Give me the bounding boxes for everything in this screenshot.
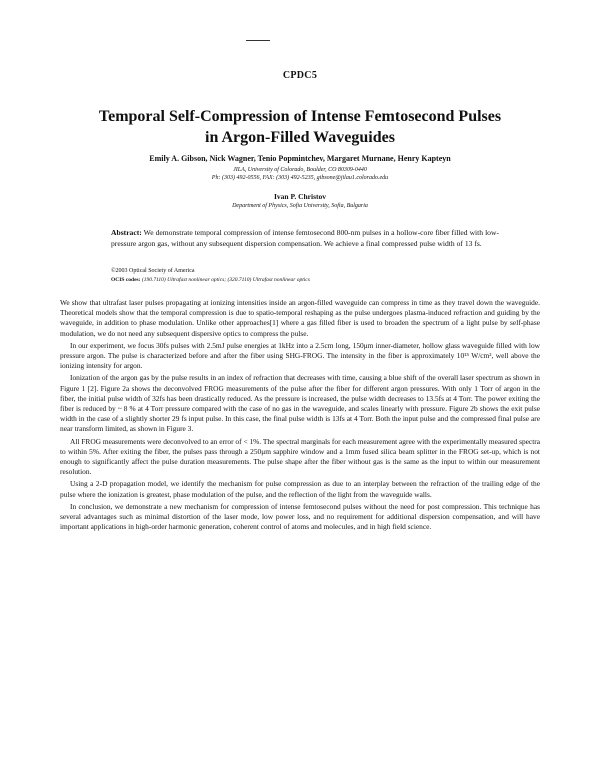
header-rule bbox=[246, 40, 270, 41]
author-second: Ivan P. Christov bbox=[273, 192, 327, 201]
author-list: Emily A. Gibson, Nick Wagner, Tenio Popmintchev, Margaret Murnane, Henry Kapteyn bbox=[149, 154, 451, 163]
paragraph: In conclusion, we demonstrate a new mechanism for compression of intense femtosecond pulses without the need for post compression. This technique has several advantages such as minimal distortion of the laser mode, low power loss, and no requirement for additional dispersion compensation, and will have important applications in high-order harmonic generation, coherent control of atoms and molecules, and in high field science. bbox=[60, 501, 540, 532]
affiliation-1-contact: Ph: (303) 492-0556, FAX: (303) 492-5235, gibsone@jilau1.colorado.edu bbox=[211, 175, 389, 181]
paper-code: CPDC5 bbox=[282, 70, 318, 81]
copyright: ©2003 Optical Society of America bbox=[111, 268, 195, 274]
ocis-label: OCIS codes: bbox=[111, 277, 141, 283]
title-line-2: in Argon-Filled Waveguides bbox=[205, 129, 395, 146]
paragraph: We show that ultrafast laser pulses propagating at ionizing intensities inside an argon-filled waveguide can compress in time as they travel down the waveguide. Theoretical models show that the temporal compression is due to spatio-temporal reshaping as the pulse undergoes plasma-induced refraction and guiding by the waveguide, in addition to phase modulation. Unlike other approaches[1] where a gas filled fiber is used to broaden the spectrum of a light pulse by self-phase modulation, we do not need any subsequent dispersive optics to compress the pulse. bbox=[60, 298, 540, 338]
ocis-text: (190.7110) Ultrafast nonlinear optics; (320.7110) Ultrafast nonlinear optics bbox=[141, 277, 310, 283]
paragraph: Ionization of the argon gas by the pulse results in an index of refraction that decreases with time, causing a blue shift of the overall laser spectrum as shown in Figure 1 [2]. Figure 2a shows the deconvolved FROG measurements of the pulse after the fiber for different argon pressures. With only 1 Torr of argon in the fiber, the initial pulse width of 32fs has been drastically reduced. As the pressure is increased, the pulse width decreases to 13.5fs at 4 Torr. The power exiting the fiber is reduced by ~ 8 % at 4 Torr pressure compared with the case of no gas in the waveguide, and scales linearly with pressure. Figure 2b shows the exit pulse width in the case of a slightly shorter 29 fs input pulse. In this case, the final pulse width is 13fs at 4 Torr. Both the input pulse and the compressed final pulse are near transform limited, as shown in Figure 3. bbox=[60, 373, 540, 434]
paragraph: Using a 2-D propagation model, we identify the mechanism for pulse compression as due to an interplay between the refraction of the trailing edge of the pulse where the ionization is greatest, phase modulation of the pulse, and the reflection of the light from the waveguide walls. bbox=[60, 479, 540, 499]
paragraph: In our experiment, we focus 30fs pulses with 2.5mJ pulse energies at 1kHz into a 2.5cm long, 150μm inner-diameter, hollow glass waveguide filled with low pressure argon. The pulse is characterized before and after the fiber using SHG-FROG. The intensity in the fiber is approximately 10¹⁵ W/cm², well above the ionizing intensity for argon. bbox=[60, 340, 540, 371]
affiliation-2: Department of Physics, Sofia University, Sofia, Bulgaria bbox=[232, 203, 368, 209]
abstract-text: We demonstrate temporal compression of intense femtosecond 800-nm pulses in a hollow-core fiber filled with low-pressure argon gas, without any subsequent dispersion compensation. We achieve a final compressed pulse width of 13 fs. bbox=[111, 228, 499, 248]
abstract-label: Abstract: bbox=[111, 228, 142, 237]
title-line-1: Temporal Self-Compression of Intense Femtosecond Pulses bbox=[98, 108, 502, 125]
affiliation-1: JILA, University of Colorado, Boulder, CO 80309-0440 bbox=[233, 167, 367, 173]
abstract bbox=[111, 228, 499, 249]
paragraph: All FROG measurements were deconvolved to an error of < 1%. The spectral marginals for each measurement agree with the experimentally measured spectra to within 5%. After exiting the fiber, the pulses pass through a 250μm sapphire window and a 1mm fused silica beam splitter in the FROG set-up, which is not enough to significantly affect the pulse duration measurements. The pulse shape after the fiber without gas is the same as the input to within our measurement resolution. bbox=[60, 436, 540, 477]
paper-title bbox=[60, 106, 540, 148]
ocis-codes bbox=[111, 277, 310, 283]
body-text bbox=[60, 298, 540, 534]
